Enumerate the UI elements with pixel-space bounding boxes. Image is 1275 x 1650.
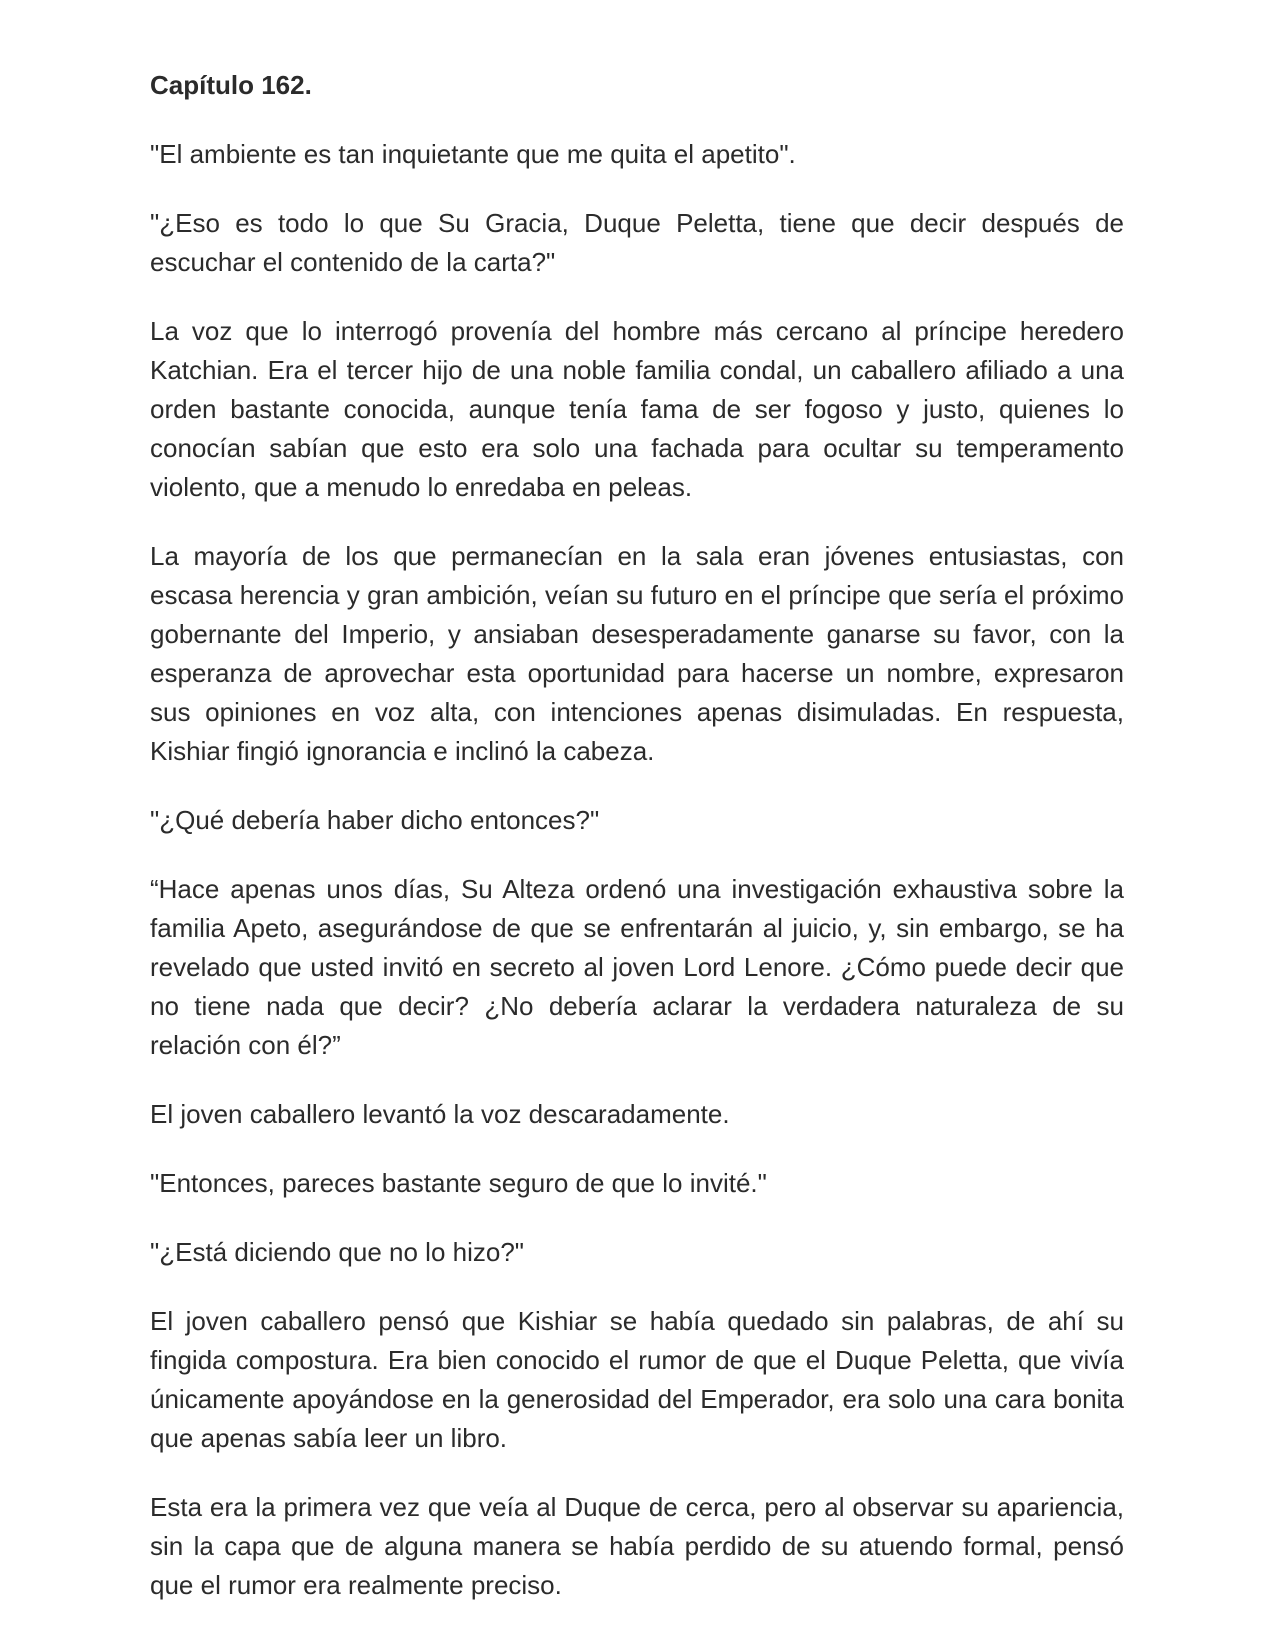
paragraph: "El ambiente es tan inquietante que me quita el apetito". <box>150 139 796 169</box>
paragraph: "¿Qué debería haber dicho entonces?" <box>150 805 600 835</box>
paragraph: La voz que lo interrogó provenía del hombre más cercano al príncipe heredero Katchian. Era el tercer hijo de una noble familia condal, un caballero afiliado a una orden bastante conocida, aunque tenía fama de ser fogoso y justo, quienes lo conocían sabían que esto era solo una fachada para ocultar su temperamento violento, que a menudo lo enredaba en peleas. <box>150 316 1124 502</box>
paragraph: La mayoría de los que permanecían en la sala eran jóvenes entusiastas, con escasa herencia y gran ambición, veían su futuro en el príncipe que sería el próximo gobernante del Imperio, y ansiaban desesperadamente ganarse su favor, con la esperanza de aprovechar esta oportunidad para hacerse un nombre, expresaron sus opiniones en voz alta, con intenciones apenas disimuladas. En respuesta, Kishiar fingió ignorancia e inclinó la cabeza. <box>150 541 1124 766</box>
paragraph: El joven caballero levantó la voz descaradamente. <box>150 1099 730 1129</box>
paragraph: Esta era la primera vez que veía al Duque de cerca, pero al observar su apariencia, sin la capa que de alguna manera se había perdido de su atuendo formal, pensó que el rumor era realmente preciso. <box>150 1492 1124 1600</box>
paragraph: El joven caballero pensó que Kishiar se había quedado sin palabras, de ahí su fingida compostura. Era bien conocido el rumor de que el Duque Peletta, que vivía únicamente apoyándose en la generosidad del Emperador, era solo una cara bonita que apenas sabía leer un libro. <box>150 1306 1124 1453</box>
document-page <box>150 66 1124 1635</box>
paragraph: "¿Eso es todo lo que Su Gracia, Duque Peletta, tiene que decir después de escuchar el contenido de la carta?" <box>150 208 1124 277</box>
chapter-title: Capítulo 162. <box>150 70 312 100</box>
paragraph: "Entonces, pareces bastante seguro de que lo invité." <box>150 1168 767 1198</box>
paragraph: "¿Está diciendo que no lo hizo?" <box>150 1237 525 1267</box>
paragraph: “Hace apenas unos días, Su Alteza ordenó una investigación exhaustiva sobre la familia Apeto, asegurándose de que se enfrentarán al juicio, y, sin embargo, se ha revelado que usted invitó en secreto al joven Lord Lenore. ¿Cómo puede decir que no tiene nada que decir? ¿No debería aclarar la verdadera naturaleza de su relación con él?” <box>150 874 1124 1060</box>
